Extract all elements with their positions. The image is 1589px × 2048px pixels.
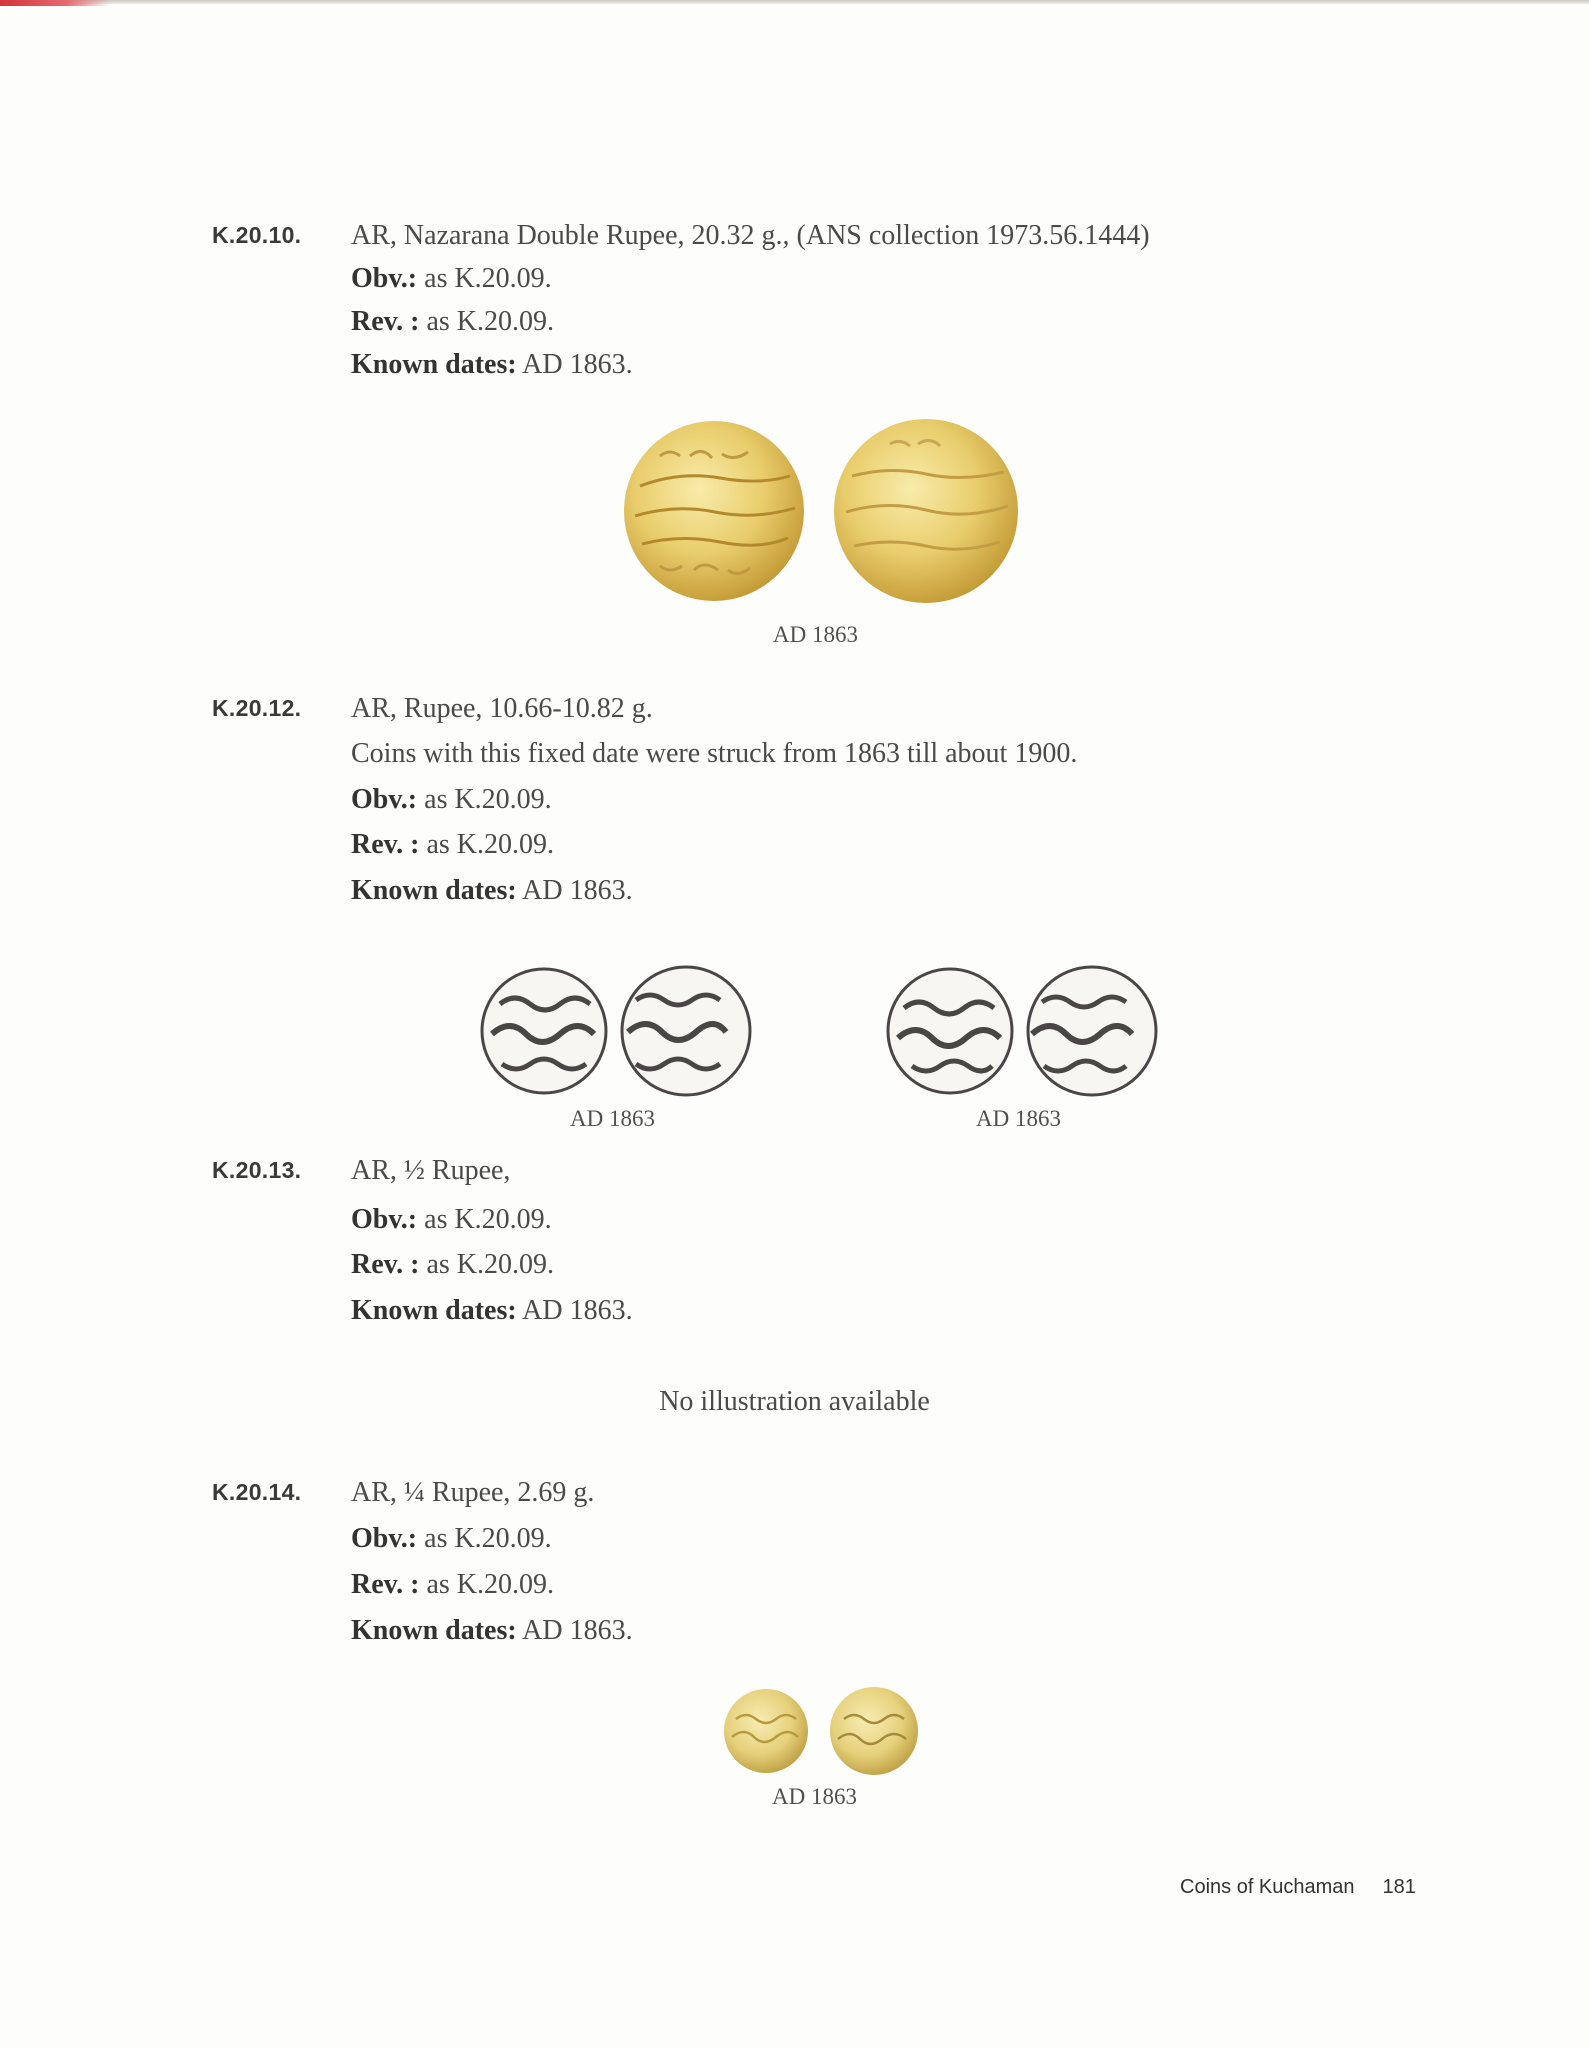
entry-description: AR, Nazarana Double Rupee, 20.32 g., (ANS collection 1973.56.1444) [351,220,1150,251]
known-dates-line [351,349,633,381]
coin-image-gold-double-rupee [620,416,1020,606]
coin-caption: AD 1863 [773,622,858,647]
reverse-line [351,306,554,338]
reverse-line [351,1249,554,1281]
known-dates-line [351,1615,633,1647]
obverse-value: as K.20.09. [417,784,552,815]
known-dates-line [351,1295,633,1327]
coin-reverse [834,419,1018,603]
no-illustration-note: No illustration available [659,1386,930,1417]
reverse-value: as K.20.09. [419,306,554,337]
coin-caption: AD 1863 [772,1784,857,1809]
coin-obverse [482,969,606,1093]
obverse-label: Obv.: [351,1523,418,1554]
known-dates-label: Known dates: [351,1615,517,1646]
reverse-line [351,1569,554,1601]
obverse-line [351,1523,552,1555]
red-corner-mark [0,0,110,6]
coin-obverse [624,421,804,601]
entry-id: K.20.14. [212,1479,302,1505]
coin-reverse [622,967,750,1095]
known-dates-value: AD 1863. [516,1295,633,1326]
obverse-label: Obv.: [351,784,418,815]
obverse-value: as K.20.09. [417,1204,552,1235]
obverse-line [351,263,552,295]
known-dates-line [351,875,633,907]
coin-caption: AD 1863 [570,1106,655,1131]
coin-drawing-rupee-b [886,964,1162,1098]
known-dates-label: Known dates: [351,1295,517,1326]
reverse-value: as K.20.09. [419,829,554,860]
reverse-line [351,829,554,861]
entry-description: AR, Rupee, 10.66-10.82 g. [351,693,653,724]
coin-drawing-rupee-a [480,964,756,1098]
known-dates-label: Known dates: [351,875,517,906]
coin-reverse [1028,967,1156,1095]
coin-obverse [888,969,1012,1093]
obverse-label: Obv.: [351,263,418,294]
reverse-label: Rev. : [351,1249,420,1280]
coin-caption: AD 1863 [976,1106,1061,1131]
known-dates-label: Known dates: [351,349,517,380]
obverse-value: as K.20.09. [417,1523,552,1554]
coin-reverse [830,1687,918,1775]
obverse-label: Obv.: [351,1204,418,1235]
known-dates-value: AD 1863. [516,875,633,906]
obverse-value: as K.20.09. [417,263,552,294]
known-dates-value: AD 1863. [516,349,633,380]
reverse-label: Rev. : [351,1569,420,1600]
obverse-line [351,784,552,816]
obverse-line [351,1204,552,1236]
reverse-value: as K.20.09. [419,1249,554,1280]
entry-note: Coins with this fixed date were struck from 1863 till about 1900. [351,738,1078,769]
known-dates-value: AD 1863. [516,1615,633,1646]
reverse-value: as K.20.09. [419,1569,554,1600]
coin-image-gold-quarter-rupee [722,1685,922,1777]
entry-id: K.20.12. [212,695,302,721]
page-top-edge [0,0,1589,4]
coin-obverse [724,1689,808,1773]
entry-description: AR, ¼ Rupee, 2.69 g. [351,1477,595,1508]
entry-id: K.20.13. [212,1157,302,1183]
running-title: Coins of Kuchaman [1180,1876,1355,1898]
reverse-label: Rev. : [351,829,420,860]
entry-description: AR, ½ Rupee, [351,1155,511,1186]
reverse-label: Rev. : [351,306,420,337]
entry-id: K.20.10. [212,222,302,248]
page-number: 181 [1382,1876,1416,1898]
page-footer [1180,1876,1416,1899]
